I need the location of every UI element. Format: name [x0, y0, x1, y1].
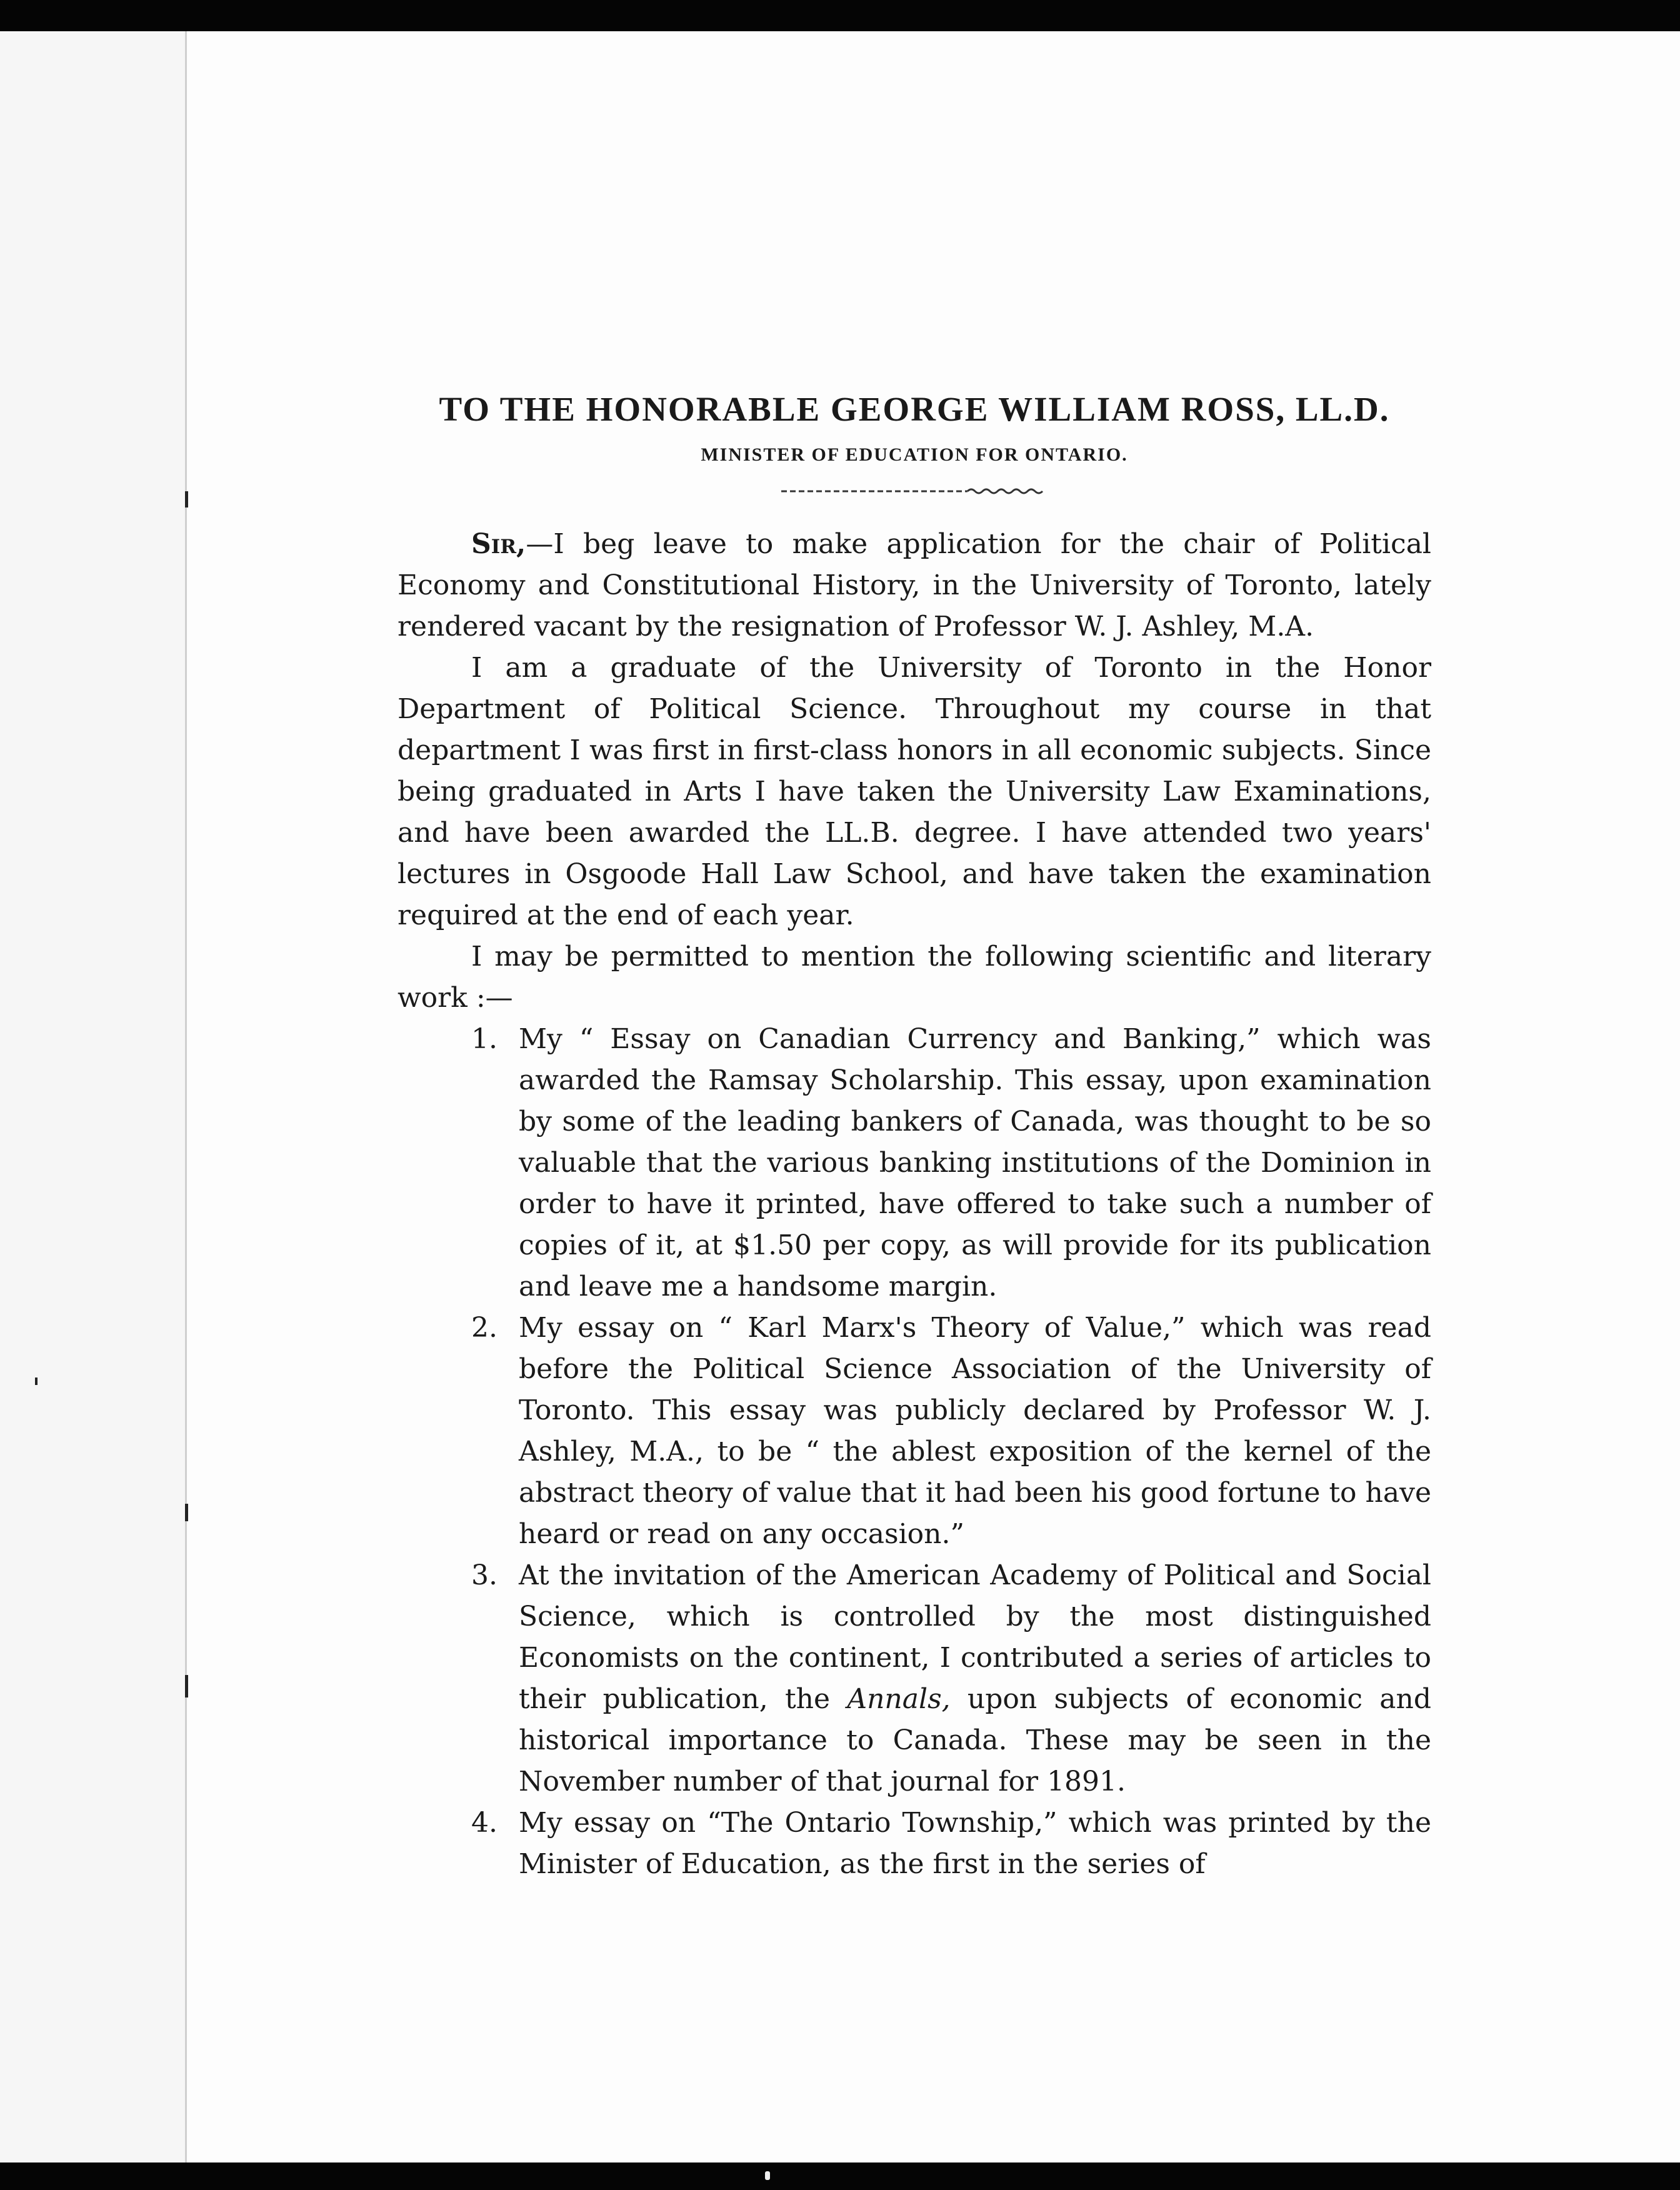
list-item-text-part: upon subjects of economic and historical importance to Canada. These may be seen in the November number of that journal for 1891.	[519, 1683, 1431, 1798]
list-item-text: My essay on “The Ontario Township,” which was printed by the Minister of Education, as the first in the series of	[519, 1807, 1431, 1880]
work-list	[398, 1019, 1431, 1885]
scan-bottom-border	[0, 2162, 1680, 2190]
scan-mark	[35, 1378, 38, 1385]
list-item	[398, 1802, 1431, 1885]
opening-text: —I beg leave to make application for the chair of Political Economy and Constitutional History, in the University of Toronto, lately rendered vacant by the resignation of Professor W. J. Ashley, M.A.	[398, 528, 1431, 642]
list-item-number: 3.	[471, 1559, 498, 1591]
list-item-text: My essay on “ Karl Marx's Theory of Value,” which was read before the Political Science Association of the University of Toronto. This essay was publicly declared by Professor W. J. Ashley, M.A., to be “ the ablest exposition of the kernel of the abstract theory of value that it had been his good fortune to have heard or read on any occasion.”	[519, 1312, 1431, 1550]
list-item-number: 1.	[471, 1023, 498, 1055]
decorative-rule	[780, 486, 1049, 495]
scan-bottom-mark	[765, 2171, 770, 2180]
scan-mark	[185, 1504, 188, 1521]
work-intro-paragraph: I may be permitted to mention the following scientific and literary work :—	[398, 941, 1431, 1014]
list-item-number: 2.	[471, 1312, 498, 1344]
letter-body	[398, 388, 1431, 1885]
scan-mark	[185, 1675, 188, 1698]
facing-page-margin	[0, 31, 188, 2162]
scan-top-border	[0, 0, 1680, 31]
qualifications-paragraph: I am a graduate of the University of Toronto in the Honor Department of Political Science. Throughout my course in that department I was first in first-class honors in all economic subjects. Since being graduated in Arts I have taken the University Law Examinations, and have been awarded the LL.B. degree. I have attended two years' lectures in Osgoode Hall Law School, and have taken the examination required at the end of each year.	[398, 652, 1431, 931]
list-item	[398, 1555, 1431, 1802]
opening-paragraph	[398, 524, 1431, 648]
salutation: Sir,	[471, 528, 526, 560]
scan-mark	[185, 491, 188, 508]
list-item	[398, 1019, 1431, 1308]
list-item-number: 4.	[471, 1807, 498, 1839]
list-item-text	[519, 1555, 1431, 1802]
list-item	[398, 1308, 1431, 1555]
annals-title: Annals,	[847, 1683, 951, 1715]
letter-title: TO THE HONORABLE GEORGE WILLIAM ROSS, LL.D.	[439, 390, 1390, 428]
letter-subtitle: MINISTER OF EDUCATION FOR ONTARIO.	[701, 444, 1128, 465]
list-item-text: My “ Essay on Canadian Currency and Banking,” which was awarded the Ramsay Scholarship. This essay, upon examination by some of the leading bankers of Canada, was thought to be so valuable that the various banking institutions of the Dominion in order to have it printed, have offered to take such a number of copies of it, at $1.50 per copy, as will provide for its publication and leave me a handsome margin.	[519, 1023, 1431, 1302]
list-item-text-part: At the invitation of the American Academy of Political and Social Science, which is controlled by the most distinguished Economists on the continent, I contributed a series of articles to their publication, the	[519, 1559, 1431, 1715]
